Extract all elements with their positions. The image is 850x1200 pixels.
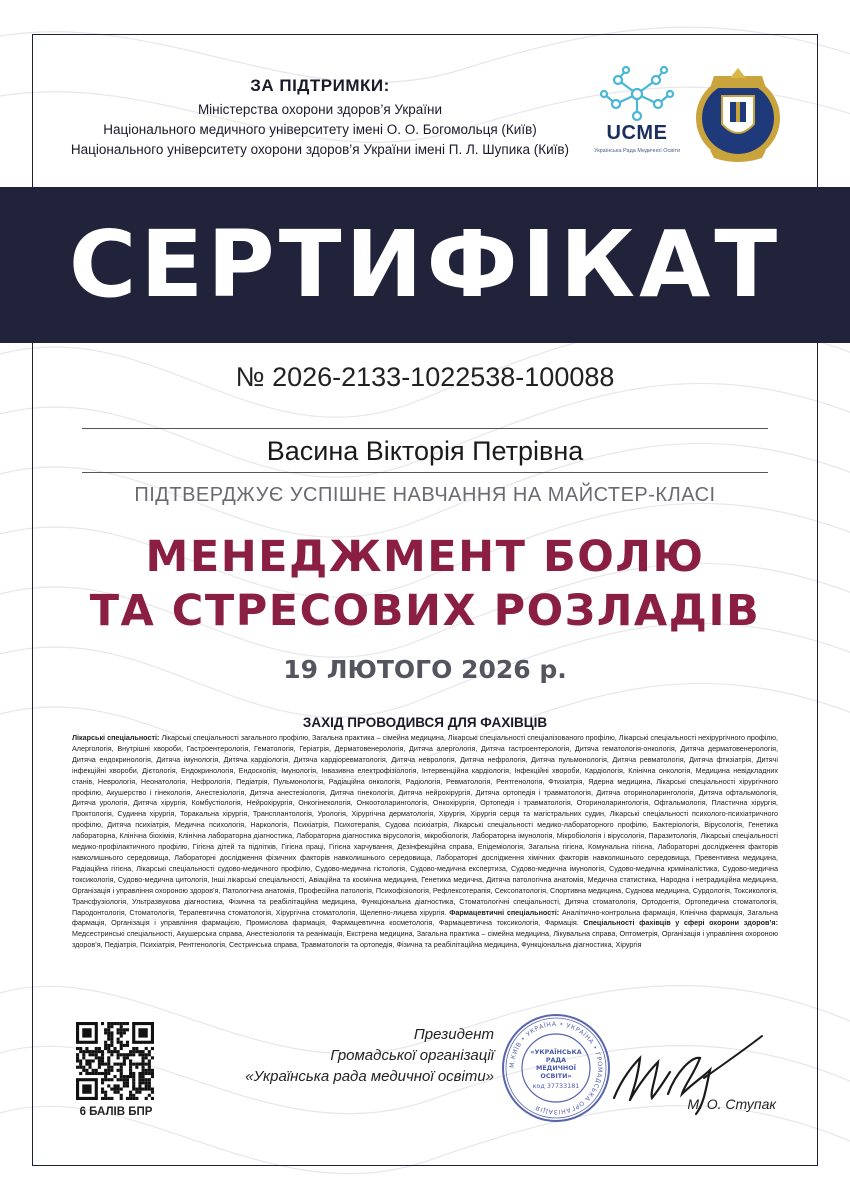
- support-heading: ЗА ПІДТРИМКИ:: [250, 76, 390, 95]
- course-title-line-1: МЕНЕДЖМЕНТ БОЛЮ: [145, 532, 705, 582]
- ucme-logo-subtitle: Українська Рада Медичної Освіти: [593, 148, 681, 154]
- specialties-list: [72, 733, 778, 951]
- university-crest-icon: [692, 66, 784, 166]
- stamp-center-text: «УКРАЇНСЬКА РАДА МЕДИЧНОЇ ОСВІТИ»: [530, 1048, 582, 1080]
- stamp-outer-text: М.КИЇВ • УКРАЇНА • УКРАЇНА • ГРОМАДСЬКА ОРГАНІЗАЦІЯ: [508, 1020, 604, 1116]
- support-block: [60, 76, 580, 160]
- event-date: 19 ЛЮТОГО 2026 р.: [283, 655, 567, 684]
- certificate-title: СЕРТИФІКАТ: [68, 211, 782, 318]
- health-specialties: Медсестринські спеціальності, Акушерська справа, Анестезіологія та реанімація, Екстрена медицина, Загальна практика – сімейна медицина, Лікувальна справа, Оптометрія, Організація і управління охороною здоров’я, Педіатрія, Психіатрія, Рентгенологія, Сестринська справа, Травматологія та ортопедія, Фізична та реабілітаційна медицина, Функціональна діагностика, Хірургія: [72, 929, 778, 950]
- recipient-name: Васина Вікторія Петрівна: [266, 436, 584, 466]
- support-bohomolets-university: Національного медичного університету імені О. О. Богомольця (Київ): [103, 122, 537, 137]
- doctors-specialties: Лікарські спеціальності загального профілю, Загальна практика – сімейна медицина, Лікарські спеціальності спеціалізованого профілю, Лікарські спеціальності нехірургічного профілю, Алергологія, Внутрішні хвороби, Гастроентерологія, Гематологія, Геріатрія, Дерматовенерологія, Дитяча алергологія, Дитяча гастроентерологія, Дитяча гематологія-онкологія, Дитяча дерматовенерологія, Дитяча ендокринологія, Дитяча імунологія, Дитяча кардіологія, Дитяча кардіоревматологія, Дитяча неврологія, Дитяча нефрологія, Дитяча пульмонологія, Дитяча ревматологія, Дитяча фтизіатрія, Дитячі інфекційні хвороби, Дієтологія, Ендокринологія, Ендоскопія, Імунологія, Інвазивна електрофізіологія, Інтервенційна кардіологія, Інфекційні хвороби, Кардіологія, Клінічна онкологія, Медицина невідкладних станів, Неврологія, Неонатологія, Нефрологія, Педіатрія, Пульмонологія, Радіаційна онкологія, Радіологія, Ревматологія, Рентгенологія, Фтизіатрія, Ядерна медицина, Лікарські спеціальності хірургічного профілю, Акушерство і гінекологія, Анестезіологія, Дитяча анестезіологія, Дитяча гінекологія, Дитяча нейрохірургія, Дитяча ортопедія і травматологія, Дитяча оториноларингологія, Дитяча офтальмологія, Дитяча урологія, Дитяча хірургія, Комбустіологія, Нейрохірургія, Онкогінекологія, Онкоотоларингологія, Онкохірургія, Ортопедія і травматологія, Оториноларингологія, Офтальмологія, Пластична хірургія, Проктологія, Судинна хірургія, Торакальна хірургія, Трансплантологія, Урологія, Хірургічна дерматологія, Хірургія, Хірургія серця та магістральних судин, Лікарські спеціальності психолого-психіатричного профілю, Дитяча психіатрія, Медична психологія, Наркологія, Психіатрія, Психотерапія, Судова психіатрія, Лікарські спеціальності медико-лабораторного профілю, Бактеріологія, Вірусологія, Генетика лабораторна, Клінічна біохімія, Клінічна лабораторна діагностика, Лабораторна діагностика вірусологія, мікробіологія, Лабораторна імунологія, Мікробіологія і вірусологія, Паразитологія, Лікарські спеціальності медико-профілактичного профілю, Гігієна дітей та підлітків, Гігієна праці, Гігієна харчування, Дезінфекційна справа, Епідеміологія, Загальна гігієна, Комунальна гігієна, Лабораторні дослідження факторів навколишнього середовища, Лабораторні дослідження фізичних факторів навколишнього середовища, Лабораторні дослідження хімічних факторів навколишнього середовища, Превентивна медицина, Радіаційна гігієна, Лікарські спеціальності судово-медичного профілю, Судово-медична гістологія, Судово-медична експертиза, Судово-медична імунологія, Судово-медична криміналістика, Судово-медична токсикологія, Судово-медична цитологія, Інші лікарські спеціальності, Авіаційна та космічна медицина, Генетика медична, Дитяча патологічна анатомія, Медична статистика, Народна і нетрадиційна медицина, Організація і управління охороною здоров’я, Патологічна анатомія, Професійна патологія, Психофізіологія, Рефлексотерапія, Сексопатологія, Спортивна медицина, Суднова медицина, Сурдологія, Токсикологія, Трансфузіологія, Ультразвукова діагностика, Фізична та реабілітаційна медицина, Функціональна діагностика, Стоматологічні спеціальності, Дитяча стоматологія, Ортодонтія, Ортопедична стоматологія, Пародонтологія, Стоматологія, Терапевтична стоматологія, Хірургічна стоматологія, Щелепно-лицева хірургія.: [72, 733, 778, 917]
- stamp-code: код 37733181: [532, 1082, 580, 1090]
- certificate-number: № 2026-2133-1022538-100088: [235, 362, 615, 392]
- ucme-logo: [593, 66, 681, 166]
- confirmation-text: ПІДТВЕРДЖУЄ УСПІШНЕ НАВЧАННЯ НА МАЙСТЕР-КЛАСІ: [134, 484, 716, 506]
- support-shupyk-university: Національного університету охорони здоров’я України імені П. Л. Шупика (Київ): [70, 142, 570, 157]
- course-title-line-2: ТА СТРЕСОВИХ РОЗЛАДІВ: [89, 586, 761, 636]
- title-banner: [0, 187, 850, 343]
- name-line-bottom: [82, 472, 768, 473]
- signer-name: М. О. Ступак: [687, 1096, 776, 1112]
- president-org-line-2: «Українська рада медичної освіти»: [245, 1068, 494, 1085]
- cme-points-label: 6 БАЛІВ БПР: [79, 1106, 153, 1118]
- support-ministry: Міністерства охорони здоров’я України: [197, 102, 443, 117]
- pharma-label: Фармацевтичні спеціальності:: [449, 907, 560, 917]
- president-title: Президент: [413, 1026, 494, 1043]
- audience-heading: ЗАХІД ПРОВОДИВСЯ ДЛЯ ФАХІВЦІВ: [302, 715, 548, 730]
- course-title: [0, 530, 850, 638]
- pharma-specialties: Аналітично-контрольна фармація, Клінічна фармація, Загальна фармація, Організація і управління фармацією, Промислова фармація, Фармацевтична косметологія, Фармацевтична токсикологія, Фармація.: [72, 907, 778, 928]
- organization-stamp-icon: [500, 1012, 612, 1124]
- ucme-logo-text: UCME: [606, 122, 668, 144]
- health-label: Спеціальності фахівців у сфері охорони здоров’я:: [583, 918, 778, 928]
- doctors-label: Лікарські спеціальності:: [72, 733, 160, 742]
- name-line-top: [82, 428, 768, 429]
- president-title-block: [190, 1024, 494, 1087]
- molecule-network-icon: [596, 66, 678, 122]
- qr-code-icon: [76, 1022, 154, 1100]
- president-org-line-1: Громадської організації: [330, 1047, 494, 1064]
